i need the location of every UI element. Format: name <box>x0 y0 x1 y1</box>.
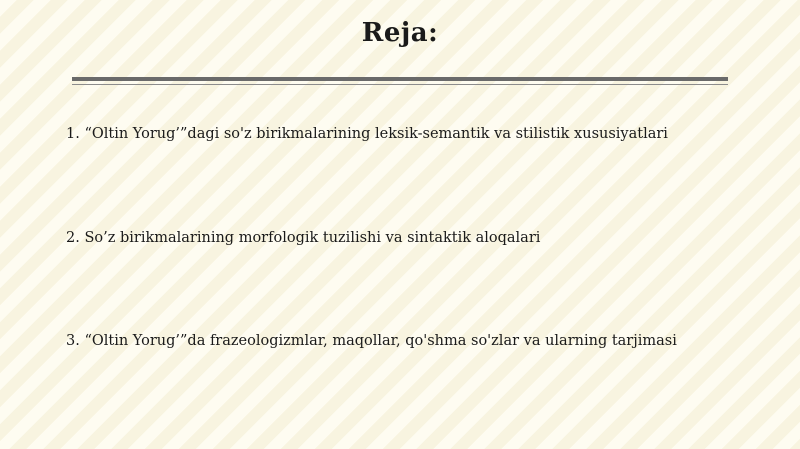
title-divider-thin <box>72 84 728 85</box>
plan-item-1: 1. “Oltin Yorug’”dagi so'z birikmalarining leksik-semantik va stilistik xususiyatlari <box>66 126 668 142</box>
plan-item-2: 2. So’z birikmalarining morfologik tuzilishi va sintaktik aloqalari <box>66 230 541 246</box>
title-divider-thick <box>72 77 728 81</box>
slide-title: Reja: <box>361 18 439 48</box>
plan-item-3: 3. “Oltin Yorug’”da frazeologizmlar, maqollar, qo'shma so'zlar va ularning tarjimasi <box>66 333 677 349</box>
